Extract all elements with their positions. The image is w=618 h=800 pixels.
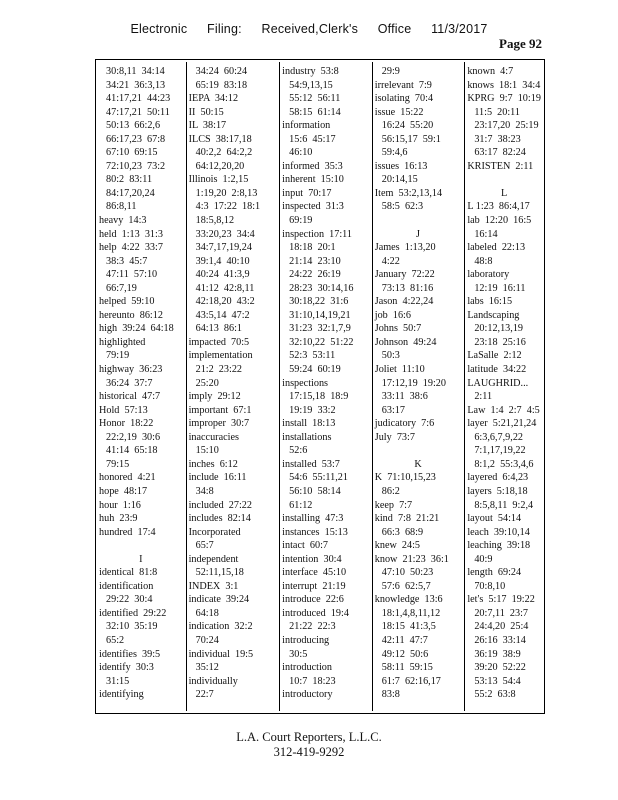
index-line: 39:20 52:22 xyxy=(474,662,526,674)
index-line: identical 81:8 xyxy=(99,567,158,579)
index-line: 40:24 41:3,9 xyxy=(195,269,250,281)
index-line: 19:19 33:2 xyxy=(289,404,336,416)
index-line: latitude 34:22 xyxy=(467,364,527,376)
index-line: 53:13 54:4 xyxy=(474,675,521,687)
stamp-part: Electronic xyxy=(130,22,188,36)
index-line: 34:7,17,19,24 xyxy=(195,242,252,254)
index-line: 18:18 20:1 xyxy=(289,242,336,254)
index-line: heavy 14:3 xyxy=(99,215,147,227)
index-line: 79:15 xyxy=(106,458,130,470)
index-line: 30:8,11 34:14 xyxy=(106,66,165,77)
index-line: 41:12 42:8,11 xyxy=(195,282,255,294)
index-line: 6:3,6,7,9,22 xyxy=(474,431,524,443)
index-line: identification xyxy=(99,580,154,592)
index-line: 47:17,21 50:11 xyxy=(106,106,170,118)
reporter-name: L.A. Court Reporters, L.L.C. xyxy=(236,730,382,744)
index-line: 38:3 45:7 xyxy=(106,255,148,267)
index-line: 65:19 83:18 xyxy=(195,79,248,91)
index-line: 63:17 xyxy=(381,404,405,416)
index-line: 52:11,15,18 xyxy=(195,567,244,579)
index-line: 42:11 47:7 xyxy=(381,634,428,646)
index-line: Honor 18:22 xyxy=(99,418,154,430)
index-line: knows 18:1 34:4 xyxy=(467,79,541,91)
index-line: 52:6 xyxy=(289,445,308,457)
index-line: 43:5,14 47:2 xyxy=(195,309,250,321)
index-line: length 69:24 xyxy=(467,567,522,579)
index-line: 35:12 xyxy=(195,662,219,674)
index-line: identifying xyxy=(99,689,144,701)
index-line: implementation xyxy=(188,350,253,362)
footer xyxy=(0,730,618,760)
index-line: 18:1,4,8,11,12 xyxy=(381,607,441,619)
index-line: hope 48:17 xyxy=(99,485,148,497)
index-line: 39:1,4 40:10 xyxy=(195,255,250,267)
index-line: 30:5 xyxy=(289,648,308,660)
index-table xyxy=(95,59,545,714)
page-number: Page 92 xyxy=(499,36,542,51)
index-line: 40:2,2 64:2,2 xyxy=(195,147,253,159)
filing-stamp xyxy=(0,22,618,36)
index-line: informed 35:3 xyxy=(282,160,343,172)
index-line: July 73:7 xyxy=(374,431,415,443)
index-line: 20:14,15 xyxy=(381,174,418,186)
index-line: 65:7 xyxy=(195,540,214,552)
index-line: installing 47:3 xyxy=(282,513,344,525)
index-line: labs 16:15 xyxy=(467,296,513,308)
index-line: 23:17,20 25:19 xyxy=(474,120,539,132)
index-line: 86:2 xyxy=(381,485,400,497)
index-line: Johnson 49:24 xyxy=(374,336,437,348)
index-line: impacted 70:5 xyxy=(188,336,250,348)
index-line: 64:18 xyxy=(195,607,219,619)
index-line: 58:5 62:3 xyxy=(381,201,424,213)
index-line: Landscaping xyxy=(467,309,520,321)
index-line: issues 16:13 xyxy=(374,160,428,172)
stamp-part: Filing: xyxy=(207,22,242,36)
index-line: 31:7 38:23 xyxy=(474,133,521,145)
index-line: 36:19 38:9 xyxy=(474,648,521,660)
index-line: 58:15 61:14 xyxy=(289,106,341,118)
index-line: 47:11 57:10 xyxy=(106,269,158,281)
index-line: highway 36:23 xyxy=(99,364,163,376)
index-line: labeled 22:13 xyxy=(467,242,526,254)
index-line: 55:2 63:8 xyxy=(474,689,516,701)
index-line: 17:15,18 18:9 xyxy=(289,391,349,403)
index-line: 40:9 xyxy=(474,553,493,565)
index-line: II 50:15 xyxy=(188,106,224,118)
index-line: identifies 39:5 xyxy=(99,648,161,660)
index-line: hundred 17:4 xyxy=(99,526,156,538)
index-line: 61:12 xyxy=(289,499,313,511)
index-line: isolating 70:4 xyxy=(374,93,434,105)
index-line: 55:12 56:11 xyxy=(289,93,341,105)
index-line: 29:22 30:4 xyxy=(106,594,153,606)
index-line: 66:3 68:9 xyxy=(381,526,424,538)
index-line: intention 30:4 xyxy=(282,553,342,565)
index-line: IL 38:17 xyxy=(188,120,227,132)
index-line xyxy=(467,173,541,187)
index-line: 33:20,23 34:4 xyxy=(195,228,255,240)
stamp-part: 11/3/2017 xyxy=(431,22,488,36)
index-line: 29:9 xyxy=(381,66,400,77)
index-line: 41:14 65:18 xyxy=(106,445,158,457)
index-line: 30:18,22 31:6 xyxy=(289,296,349,308)
index-line: Hold 57:13 xyxy=(99,404,148,416)
index-line: inaccuracies xyxy=(188,431,239,443)
index-line: 23:18 25:16 xyxy=(474,336,526,348)
index-line: introduce 22:6 xyxy=(282,594,344,606)
index-line: 21:22 22:3 xyxy=(289,621,336,633)
index-line: individually xyxy=(188,675,238,687)
index-line: includes 82:14 xyxy=(188,513,251,525)
index-line: 8:1,2 55:3,4,6 xyxy=(474,458,534,470)
index-line: 24:22 26:19 xyxy=(289,269,341,281)
index-line xyxy=(375,214,462,228)
index-line: introduction xyxy=(282,662,332,674)
index-line: 18:15 41:3,5 xyxy=(381,621,436,633)
index-line: 73:13 81:16 xyxy=(381,282,434,294)
index-line: 32:10,22 51:22 xyxy=(289,336,354,348)
index-line: LAUGHRID... xyxy=(467,377,529,389)
index-line: 33:11 38:6 xyxy=(381,391,428,403)
index-line: 18:5,8,12 xyxy=(195,215,235,227)
index-line: 65:2 xyxy=(106,634,125,646)
index-line: 24:4,20 25:4 xyxy=(474,621,529,633)
index-line: 47:10 50:23 xyxy=(381,567,434,579)
index-line: installed 53:7 xyxy=(282,458,340,470)
index-line: Joliet 11:10 xyxy=(374,364,425,376)
index-line: Incorporated xyxy=(188,526,241,538)
index-line: indicate 39:24 xyxy=(188,594,250,606)
index-line: layout 54:14 xyxy=(467,513,522,525)
index-line: 52:3 53:11 xyxy=(289,350,336,362)
index-line: IEPA 34:12 xyxy=(188,93,239,105)
index-line: 58:11 59:15 xyxy=(381,662,433,674)
index-line: 48:8 xyxy=(474,255,493,267)
index-line: keep 7:7 xyxy=(374,499,413,511)
index-line: ILCS 38:17,18 xyxy=(188,133,252,145)
index-line: honored 4:21 xyxy=(99,472,156,484)
reporter-phone: 312-419-9292 xyxy=(273,745,345,759)
index-line: 66:7,19 xyxy=(106,282,137,294)
index-line: LaSalle 2:12 xyxy=(467,350,522,362)
index-line: 31:15 xyxy=(106,675,130,687)
index-line: INDEX 3:1 xyxy=(188,580,239,592)
index-line: knowledge 13:6 xyxy=(374,594,443,606)
index-line: 54:9,13,15 xyxy=(289,79,333,91)
index-column xyxy=(464,60,544,713)
index-line: 15:6 45:17 xyxy=(289,133,336,145)
index-line: highlighted xyxy=(99,336,146,348)
index-line: 26:16 33:14 xyxy=(474,634,526,646)
index-line: identified 29:22 xyxy=(99,607,167,619)
index-line: 31:10,14,19,21 xyxy=(289,309,351,321)
index-line: 28:23 30:14,16 xyxy=(289,282,354,294)
index-line: layers 5:18,18 xyxy=(467,485,528,497)
index-line: improper 30:7 xyxy=(188,418,250,430)
index-line: inches 6:12 xyxy=(188,458,238,470)
index-line: 8:5,8,11 9:2,4 xyxy=(474,499,534,511)
index-line: introductory xyxy=(282,689,333,701)
index-letter-heading: I xyxy=(139,553,143,565)
index-line: January 72:22 xyxy=(374,269,435,281)
index-line: input 70:17 xyxy=(282,187,332,199)
index-line: 63:17 82:24 xyxy=(474,147,526,159)
index-line: 22:2,19 30:6 xyxy=(106,431,161,443)
index-line: L 1:23 86:4,17 xyxy=(467,201,530,213)
index-line xyxy=(375,444,462,458)
index-line: 1:19,20 2:8,13 xyxy=(195,187,258,199)
index-line: 42:18,20 43:2 xyxy=(195,296,255,308)
stamp-part: Office xyxy=(377,22,412,36)
index-line: individual 19:5 xyxy=(188,648,254,660)
index-line: Law 1:4 2:7 4:5 xyxy=(467,404,540,416)
index-line: irrelevant 7:9 xyxy=(374,79,432,91)
index-line: instances 15:13 xyxy=(282,526,348,538)
index-line: 34:24 60:24 xyxy=(195,66,248,77)
index-line: identify 30:3 xyxy=(99,662,154,674)
index-column xyxy=(186,60,280,713)
index-line: intact 60:7 xyxy=(282,540,329,552)
index-letter-heading: L xyxy=(501,187,508,199)
index-line: 4:3 17:22 18:1 xyxy=(195,201,261,213)
index-line: 41:17,21 44:23 xyxy=(106,93,171,105)
index-line: 11:5 20:11 xyxy=(474,106,520,118)
index-line: 56:10 58:14 xyxy=(289,485,341,497)
index-line: K 71:10,15,23 xyxy=(374,472,436,484)
index-line: interrupt 21:19 xyxy=(282,580,346,592)
index-line: huh 23:9 xyxy=(99,513,138,525)
index-line: 10:7 18:23 xyxy=(289,675,336,687)
index-line: 32:10 35:19 xyxy=(106,621,158,633)
index-line: 70:8,10 xyxy=(474,580,506,592)
index-line: help 4:22 33:7 xyxy=(99,242,163,254)
index-line: installations xyxy=(282,431,332,443)
index-line: 20:7,11 23:7 xyxy=(474,607,529,619)
index-line: inspection 17:11 xyxy=(282,228,352,240)
index-line: inspected 31:3 xyxy=(282,201,344,213)
index-line: 50:13 66:2,6 xyxy=(106,120,161,132)
index-line: independent xyxy=(188,553,239,565)
index-line: historical 47:7 xyxy=(99,391,161,403)
index-line: 54:6 55:11,21 xyxy=(289,472,348,484)
index-line: 20:12,13,19 xyxy=(474,323,524,335)
index-line: install 18:13 xyxy=(282,418,336,430)
index-line: information xyxy=(282,120,331,132)
index-line: job 16:6 xyxy=(374,309,411,321)
index-line: 56:15,17 59:1 xyxy=(381,133,441,145)
index-line: 4:22 xyxy=(381,255,400,267)
index-line: imply 29:12 xyxy=(188,391,241,403)
index-line: 57:6 62:5,7 xyxy=(381,580,431,592)
stamp-part: Received,Clerk's xyxy=(261,22,359,36)
index-line: judicatory 7:6 xyxy=(374,418,435,430)
index-line: issue 15:22 xyxy=(374,106,424,118)
index-line: inherent 15:10 xyxy=(282,174,344,186)
index-line: lab 12:20 16:5 xyxy=(467,215,532,227)
index-line: layer 5:21,21,24 xyxy=(467,418,537,430)
index-line: introducing xyxy=(282,634,330,646)
index-column xyxy=(96,60,186,713)
index-letter-heading: K xyxy=(414,458,422,470)
index-line: held 1:13 31:3 xyxy=(99,228,163,240)
index-line: inspections xyxy=(282,377,329,389)
index-line: layered 6:4,23 xyxy=(467,472,529,484)
index-line: hour 1:16 xyxy=(99,499,141,511)
index-line: kind 7:8 21:21 xyxy=(374,513,440,525)
index-line: 16:14 xyxy=(474,228,498,240)
index-column xyxy=(279,60,372,713)
index-line: 64:12,20,20 xyxy=(195,160,245,172)
index-line: 67:10 69:15 xyxy=(106,147,158,159)
index-line: interface 45:10 xyxy=(282,567,347,579)
index-line: 61:7 62:16,17 xyxy=(381,675,441,687)
index-line: included 27:22 xyxy=(188,499,252,511)
index-line: 46:10 xyxy=(289,147,313,159)
index-line: KRISTEN 2:11 xyxy=(467,160,534,172)
index-line: 59:24 60:19 xyxy=(289,364,341,376)
index-line: 31:23 32:1,7,9 xyxy=(289,323,351,335)
index-line: 80:2 83:11 xyxy=(106,174,153,186)
index-line: 59:4,6 xyxy=(381,147,408,159)
index-line: include 16:11 xyxy=(188,472,247,484)
index-line: 34:8 xyxy=(195,485,214,497)
index-line: high 39:24 64:18 xyxy=(99,323,174,335)
index-line: Item 53:2,13,14 xyxy=(374,187,443,199)
index-letter-heading: J xyxy=(416,228,421,240)
index-line: industry 53:8 xyxy=(282,66,339,77)
index-line: know 21:23 36:1 xyxy=(374,553,449,565)
index-line: Jason 4:22,24 xyxy=(374,296,434,308)
index-line: helped 59:10 xyxy=(99,296,155,308)
index-line: 83:8 xyxy=(381,689,400,701)
index-line: 17:12,19 19:20 xyxy=(381,377,446,389)
index-line: 21:2 23:22 xyxy=(195,364,243,376)
index-line: introduced 19:4 xyxy=(282,607,349,619)
index-line: 16:24 55:20 xyxy=(381,120,434,132)
index-line xyxy=(99,539,183,553)
index-line: 36:24 37:7 xyxy=(106,377,153,389)
index-line: 70:24 xyxy=(195,634,219,646)
index-line: 21:14 23:10 xyxy=(289,255,341,267)
index-line: 12:19 16:11 xyxy=(474,282,526,294)
index-line: 15:10 xyxy=(195,445,219,457)
index-line: let's 5:17 19:22 xyxy=(467,594,535,606)
index-line: leaching 39:18 xyxy=(467,540,531,552)
index-line: 34:21 36:3,13 xyxy=(106,79,166,91)
index-line: leach 39:10,14 xyxy=(467,526,530,538)
index-line: KPRG 9:7 10:19 xyxy=(467,93,541,105)
index-line: 86:8,11 xyxy=(106,201,137,213)
index-line: 66:17,23 67:8 xyxy=(106,133,166,145)
index-line: hereunto 86:12 xyxy=(99,309,163,321)
index-line: 25:20 xyxy=(195,377,219,389)
index-line: 22:7 xyxy=(195,689,214,701)
index-line: known 4:7 xyxy=(467,66,514,77)
index-line: 64:13 86:1 xyxy=(195,323,243,335)
index-line: knew 24:5 xyxy=(374,540,421,552)
index-line: Illinois 1:2,15 xyxy=(188,174,249,186)
index-line: 84:17,20,24 xyxy=(106,187,155,199)
index-line: important 67:1 xyxy=(188,404,252,416)
index-line: James 1:13,20 xyxy=(374,242,436,254)
index-line: 79:19 xyxy=(106,350,130,362)
index-line: 69:19 xyxy=(289,215,313,227)
index-line: Johns 50:7 xyxy=(374,323,422,335)
index-line: laboratory xyxy=(467,269,510,281)
index-line: 7:1,17,19,22 xyxy=(474,445,526,457)
index-line: 72:10,23 73:2 xyxy=(106,160,166,172)
index-line: 50:3 xyxy=(381,350,400,362)
index-line: 2:11 xyxy=(474,391,493,403)
index-line: indication 32:2 xyxy=(188,621,253,633)
index-line: 49:12 50:6 xyxy=(381,648,429,660)
index-column xyxy=(372,60,465,713)
